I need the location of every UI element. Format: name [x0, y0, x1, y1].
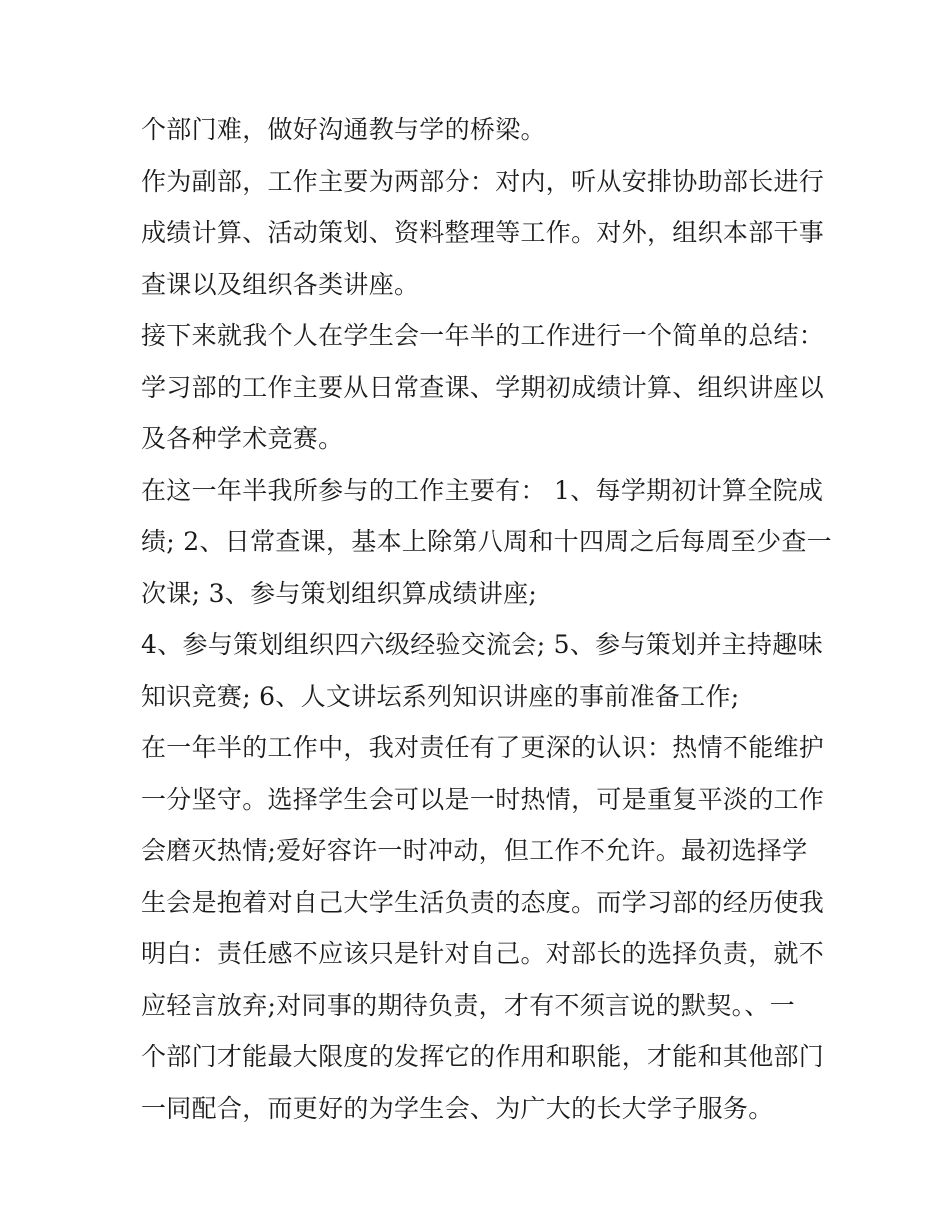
text-line-3: 成绩计算、活动策划、资料整理等工作。对外，组织本部干事 [141, 218, 825, 247]
text-line-12: 知识竞赛; 6、人文讲坛系列知识讲座的事前准备工作; [141, 681, 740, 711]
text-line-7: 及各种学术竞赛。 [141, 424, 344, 453]
text-line-17: 明白：责任感不应该只是针对自己。对部长的选择负责，就不 [141, 939, 825, 968]
text-line-2: 作为副部，工作主要为两部分：对内，听从安排协助部长进行 [141, 166, 825, 196]
text-line-8: 在这一年半我所参与的工作主要有： 1、每学期初计算全院成 [141, 475, 824, 505]
text-line-6: 学习部的工作主要从日常查课、学期初成绩计算、组织讲座以 [141, 372, 825, 402]
body-text [141, 104, 841, 1134]
text-line-4: 查课以及组织各类讲座。 [141, 269, 420, 299]
text-line-13: 在一年半的工作中，我对责任有了更深的认识：热情不能维护 [141, 733, 825, 762]
text-line-20: 一同配合，而更好的为学生会、为广大的长大学子服务。 [141, 1093, 774, 1123]
text-line-9: 绩; 2、日常查课，基本上除第八周和十四周之后每周至少查一 [141, 527, 832, 556]
text-line-5: 接下来就我个人在学生会一年半的工作进行一个简单的总结： [141, 321, 825, 350]
text-line-19: 个部门才能最大限度的发挥它的作用和职能，才能和其他部门 [141, 1042, 825, 1071]
text-line-16: 生会是抱着对自己大学生活负责的态度。而学习部的经历使我 [141, 887, 825, 917]
text-line-14: 一分坚守。选择学生会可以是一时热情，可是重复平淡的工作 [141, 784, 825, 814]
text-line-10: 次课; 3、参与策划组织算成绩讲座; [141, 578, 538, 608]
text-line-11: 4、参与策划组织四六级经验交流会; 5、参与策划并主持趣味 [141, 630, 823, 659]
text-line-15: 会磨灭热情;爱好容许一时冲动，但工作不允许。最初选择学 [141, 836, 808, 865]
text-line-18: 应轻言放弃;对同事的期待负责，才有不须言说的默契。、一 [141, 990, 796, 1020]
text-line-1: 个部门难，做好沟通教与学的桥梁。 [141, 115, 546, 144]
